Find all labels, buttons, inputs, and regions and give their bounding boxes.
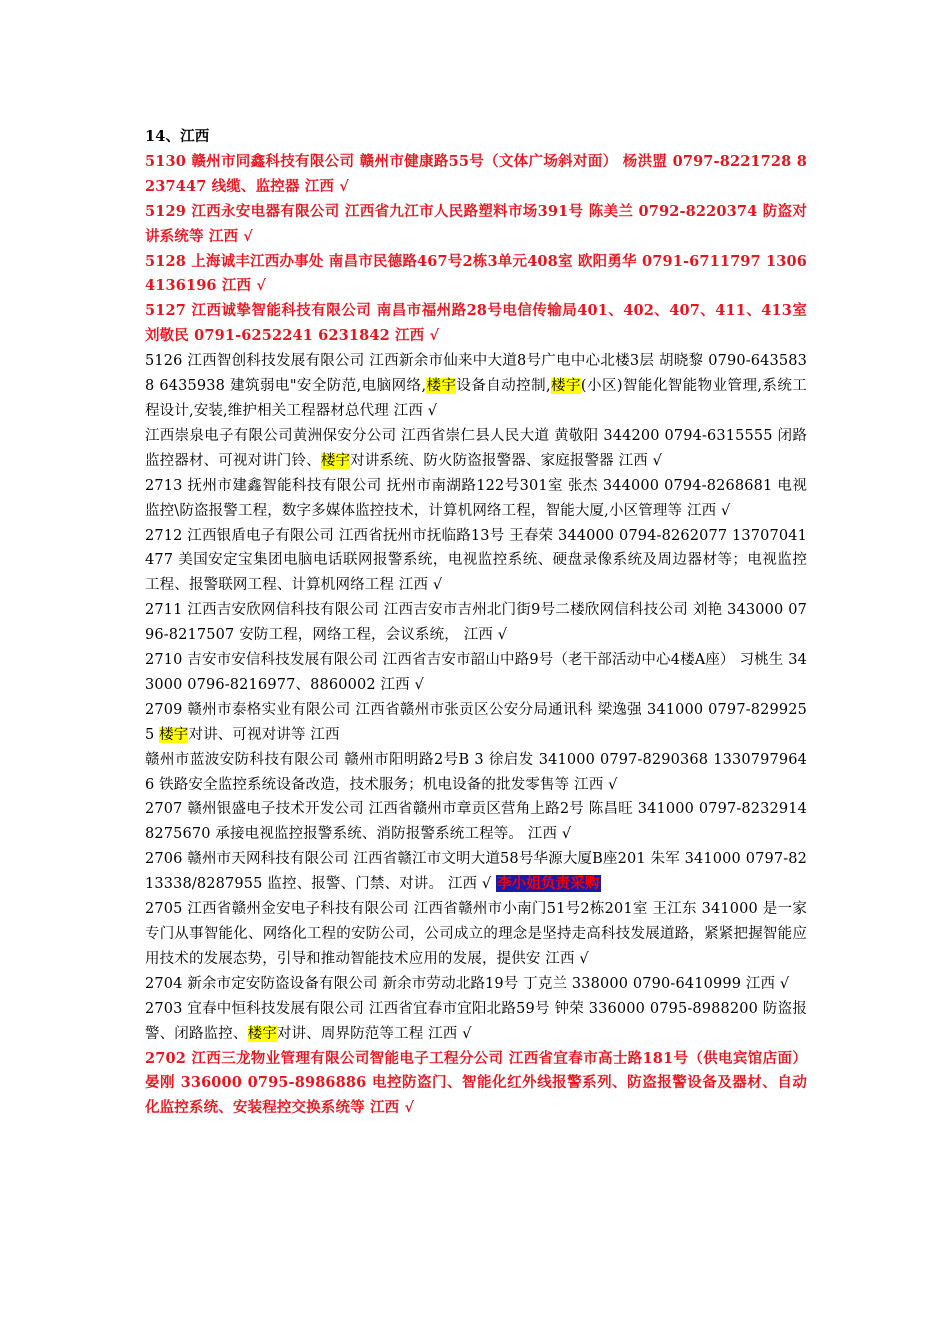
company-entry <box>145 598 807 648</box>
entry-text: 2713 抚州市建鑫智能科技有限公司 抚州市南湖路122号301室 张杰 344000 0794-8268681 电视监控\防盗报警工程，数字多媒体监控技术，计算机网络工程，智能大厦,小区管理等 江西 √ <box>145 477 807 519</box>
company-entry <box>145 897 807 972</box>
company-entry <box>145 997 807 1047</box>
entry-text: (小区)智能化智能物业管理,系统工程设计,安装,维护相关工程器材总代理 江西 √ <box>145 378 807 419</box>
company-entry <box>145 648 807 698</box>
company-entry <box>145 972 807 997</box>
company-entry <box>145 424 807 474</box>
entry-text: 2706 赣州市天网科技有限公司 江西省赣江市文明大道58号华源大厦B座201 朱军 341000 0797-8213338/8287955 监控、报警、门禁、对讲。 江西 √ <box>145 851 807 893</box>
entry-text: 2705 江西省赣州金安电子科技有限公司 江西省赣州市小南门51号2栋201室 王江东 341000 是一家专门从事智能化、网络化工程的安防公司，公司成立的理念是坚持走高科技发展道路，紧紧把握智能应用技术的发展态势，引导和推动智能技术应用的发展，提供安 江西 √ <box>145 901 807 967</box>
entry-text: 江西崇泉电子有限公司黄洲保安分公司 江西省崇仁县人民大道 黄敬阳 344200 0794-6315555 闭路监控器材、可视对讲门铃、 <box>145 427 807 469</box>
entry-text: 2711 江西吉安欣网信科技有限公司 江西吉安市吉州北门街9号二楼欣网信科技公司 刘艳 343000 0796-8217507 安防工程，网络工程，会议系统， 江西 √ <box>145 602 807 644</box>
entry-text: 5130 赣州市同鑫科技有限公司 赣州市健康路55号（文体广场斜对面） 杨洪盟 0797-8221728 8237447 线缆、监控器 江西 √ <box>145 152 807 195</box>
highlighted-term: 楼宇 <box>247 1025 277 1042</box>
entry-text: 2704 新余市定安防盗设备有限公司 新余市劳动北路19号 丁克兰 338000 0790-6410999 江西 √ <box>145 975 790 992</box>
entry-text: 对讲、可视对讲等 江西 <box>188 726 340 743</box>
entry-text: 2712 江西银盾电子有限公司 江西省抚州市抚临路13号 王春荣 344000 0794-8262077 13707041477 美国安定宝集团电脑电话联网报警系统，电视监控系统、硬盘录像系统及周边器材等；电视监控工程、报警联网工程、计算机网络工程 江西 √ <box>145 527 807 594</box>
company-entry <box>145 349 807 424</box>
company-entry <box>145 474 807 524</box>
entry-text: 对讲系统、防火防盗报警器、家庭报警器 江西 √ <box>350 452 663 469</box>
company-entry <box>145 748 807 798</box>
entry-text: 5127 江西诚挚智能科技有限公司 南昌市福州路28号电信传输局401、402、407、411、413室 刘敬民 0791-6252241 6231842 江西 √ <box>145 302 807 345</box>
highlighted-term: 楼宇 <box>550 378 581 395</box>
contact-tag: 李小姐负责采购 <box>497 875 600 893</box>
entry-text: 2707 赣州银盛电子技术开发公司 江西省赣州市章贡区营角上路2号 陈昌旺 341000 0797-8232914 8275670 承接电视监控报警系统、消防报警系统工程等。 江西 √ <box>145 801 807 843</box>
entry-text: 设备自动控制, <box>456 378 551 395</box>
entry-text: 5126 江西智创科技发展有限公司 江西新余市仙来中大道8号广电中心北楼3层 胡晓黎 0790-6435838 6435938 建筑弱电"安全防范,电脑网络, <box>145 353 807 395</box>
company-entry <box>145 698 807 748</box>
company-list <box>145 150 807 1121</box>
entry-text: 赣州市蓝波安防科技有限公司 赣州市阳明路2号B 3 徐启发 341000 0797-8290368 13307979646 铁路安全监控系统设备改造，技术服务；机电设备的批发零售等 江西 √ <box>145 751 807 793</box>
highlighted-term: 楼宇 <box>426 378 457 395</box>
entry-text: 2702 江西三龙物业管理有限公司智能电子工程分公司 江西省宜春市高士路181号（供电宾馆店面） 晏刚 336000 0795-8986886 电控防盗门、智能化红外线报警系列、防盗报警设备及器材、自动化监控系统、安装程控交换系统等 江西 √ <box>145 1049 807 1117</box>
company-entry <box>145 847 807 897</box>
entry-text: 2703 宜春中恒科技发展有限公司 江西省宜春市宜阳北路59号 钟荣 336000 0795-8988200 防盗报警、闭路监控、 <box>145 1000 807 1042</box>
section-title: 14、江西 <box>145 128 210 145</box>
entry-text: 对讲、周界防范等工程 江西 √ <box>276 1025 472 1042</box>
highlighted-term: 楼宇 <box>320 452 351 469</box>
highlighted-term: 楼宇 <box>159 726 189 743</box>
company-entry <box>145 250 807 300</box>
entry-text: 5129 江西永安电器有限公司 江西省九江市人民路塑料市场391号 陈美兰 0792-8220374 防盗对讲系统等 江西 √ <box>145 202 807 245</box>
company-entry <box>145 1047 807 1122</box>
entry-text: 2710 吉安市安信科技发展有限公司 江西省吉安市韶山中路9号（老干部活动中心4楼A座） 习桃生 343000 0796-8216977、8860002 江西 √ <box>145 652 807 693</box>
document-page <box>145 125 807 1121</box>
company-entry <box>145 524 807 599</box>
company-entry <box>145 797 807 847</box>
company-entry <box>145 200 807 250</box>
company-entry <box>145 150 807 200</box>
entry-text: 2709 赣州市泰格实业有限公司 江西省赣州市张贡区公安分局通讯科 梁逸强 341000 0797-8299255 <box>145 701 807 743</box>
entry-text: 5128 上海诚丰江西办事处 南昌市民德路467号2栋3单元408室 欧阳勇华 0791-6711797 13064136196 江西 √ <box>145 252 807 295</box>
company-entry <box>145 299 807 349</box>
